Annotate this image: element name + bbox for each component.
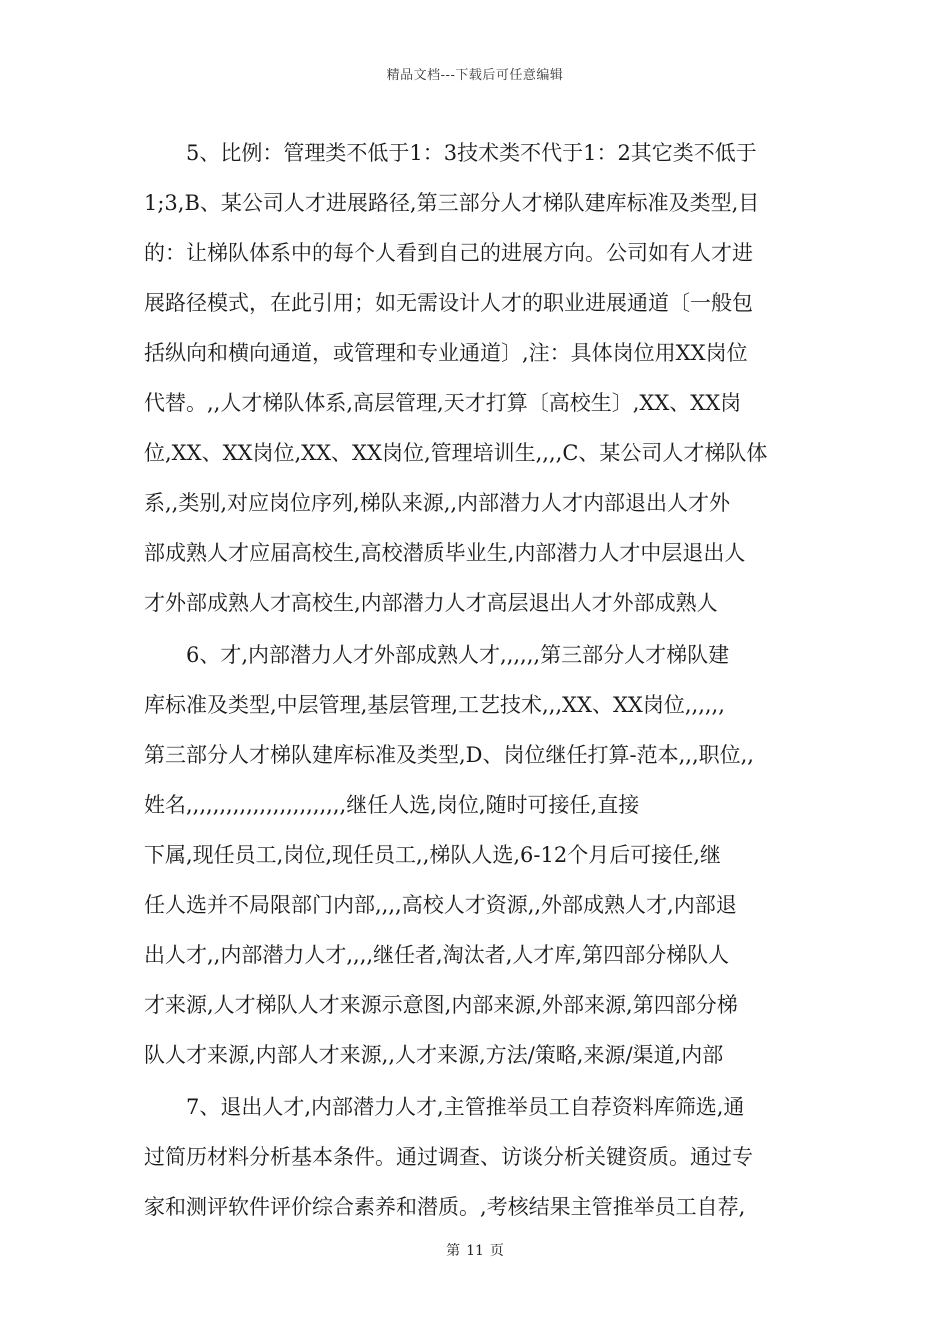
- text-line: 才来源,人才梯队人才来源示意图,内部来源,外部来源,第四部分梯: [144, 993, 738, 1017]
- text-line: 队人才来源,内部人才来源,,人才来源,方法/策略,来源/渠道,内部: [144, 1043, 724, 1067]
- page-number-prefix: 第: [446, 1243, 461, 1259]
- text-line: 的：让梯队体系中的每个人看到自己的进展方向。公司如有人才进: [144, 241, 753, 265]
- text-line: 库标准及类型,中层管理,基层管理,工艺技术,,,XX、XX岗位,,,,,,: [144, 693, 725, 717]
- text-line: 部成熟人才应届高校生,高校潜质毕业生,内部潜力人才中层退出人: [144, 541, 746, 565]
- page-number-suffix: 页: [489, 1243, 504, 1259]
- text-line: 代替。,,人才梯队体系,高层管理,天才打算〔高校生〕,XX、XX岗: [144, 391, 742, 415]
- text-line: 位,XX、XX岗位,XX、XX岗位,管理培训生,,,,C、某公司人才梯队体: [144, 441, 768, 465]
- text-line: 括纵向和横向通道，或管理和专业通道〕,注：具体岗位用XX岗位: [144, 341, 748, 365]
- page-number: 11: [466, 1243, 484, 1259]
- text-line: 7、退出人才,内部潜力人才,主管推举员工自荐资料库筛选,通: [144, 1095, 745, 1119]
- text-line: 家和测评软件评价综合素养和潜质。,考核结果主管推举员工自荐,: [144, 1195, 746, 1219]
- page-header: 精品文档---下载后可任意编辑: [386, 68, 564, 83]
- text-line: 第三部分人才梯队建库标准及类型,D、岗位继任打算-范本,,,职位,,: [144, 743, 754, 767]
- text-line: 姓名,,,,,,,,,,,,,,,,,,,,,,,,继任人选,岗位,随时可接任,直接: [144, 793, 640, 817]
- text-line: 6、才,内部潜力人才外部成熟人才,,,,,,第三部分人才梯队建: [144, 643, 730, 667]
- paragraph-6: [144, 630, 812, 1080]
- paragraph-7: [144, 1082, 812, 1232]
- page-footer: [0, 1240, 950, 1260]
- paragraph-5: [144, 128, 812, 628]
- text-line: 展路径模式，在此引用；如无需设计人才的职业进展通道〔一般包: [144, 291, 753, 315]
- text-line: 出人才,,内部潜力人才,,,,继任者,淘汰者,人才库,第四部分梯队人: [144, 943, 730, 967]
- text-line: 过简历材料分析基本条件。通过调查、访谈分析关键资质。通过专: [144, 1145, 753, 1169]
- document-body: [144, 128, 812, 1234]
- text-line: 下属,现任员工,岗位,现任员工,,梯队人选,6-12个月后可接任,继: [144, 843, 721, 867]
- text-line: 1;3,B、某公司人才进展路径,第三部分人才梯队建库标准及类型,目: [144, 191, 760, 215]
- text-line: 才外部成熟人才高校生,内部潜力人才高层退出人才外部成熟人: [144, 591, 718, 615]
- text-line: 任人选并不局限部门内部,,,,高校人才资源,,外部成熟人才,内部退: [144, 893, 737, 917]
- text-line: 5、比例：管理类不低于1：3技术类不代于1：2其它类不低于: [144, 141, 757, 165]
- text-line: 系,,类别,对应岗位序列,梯队来源,,内部潜力人才内部退出人才外: [144, 491, 731, 515]
